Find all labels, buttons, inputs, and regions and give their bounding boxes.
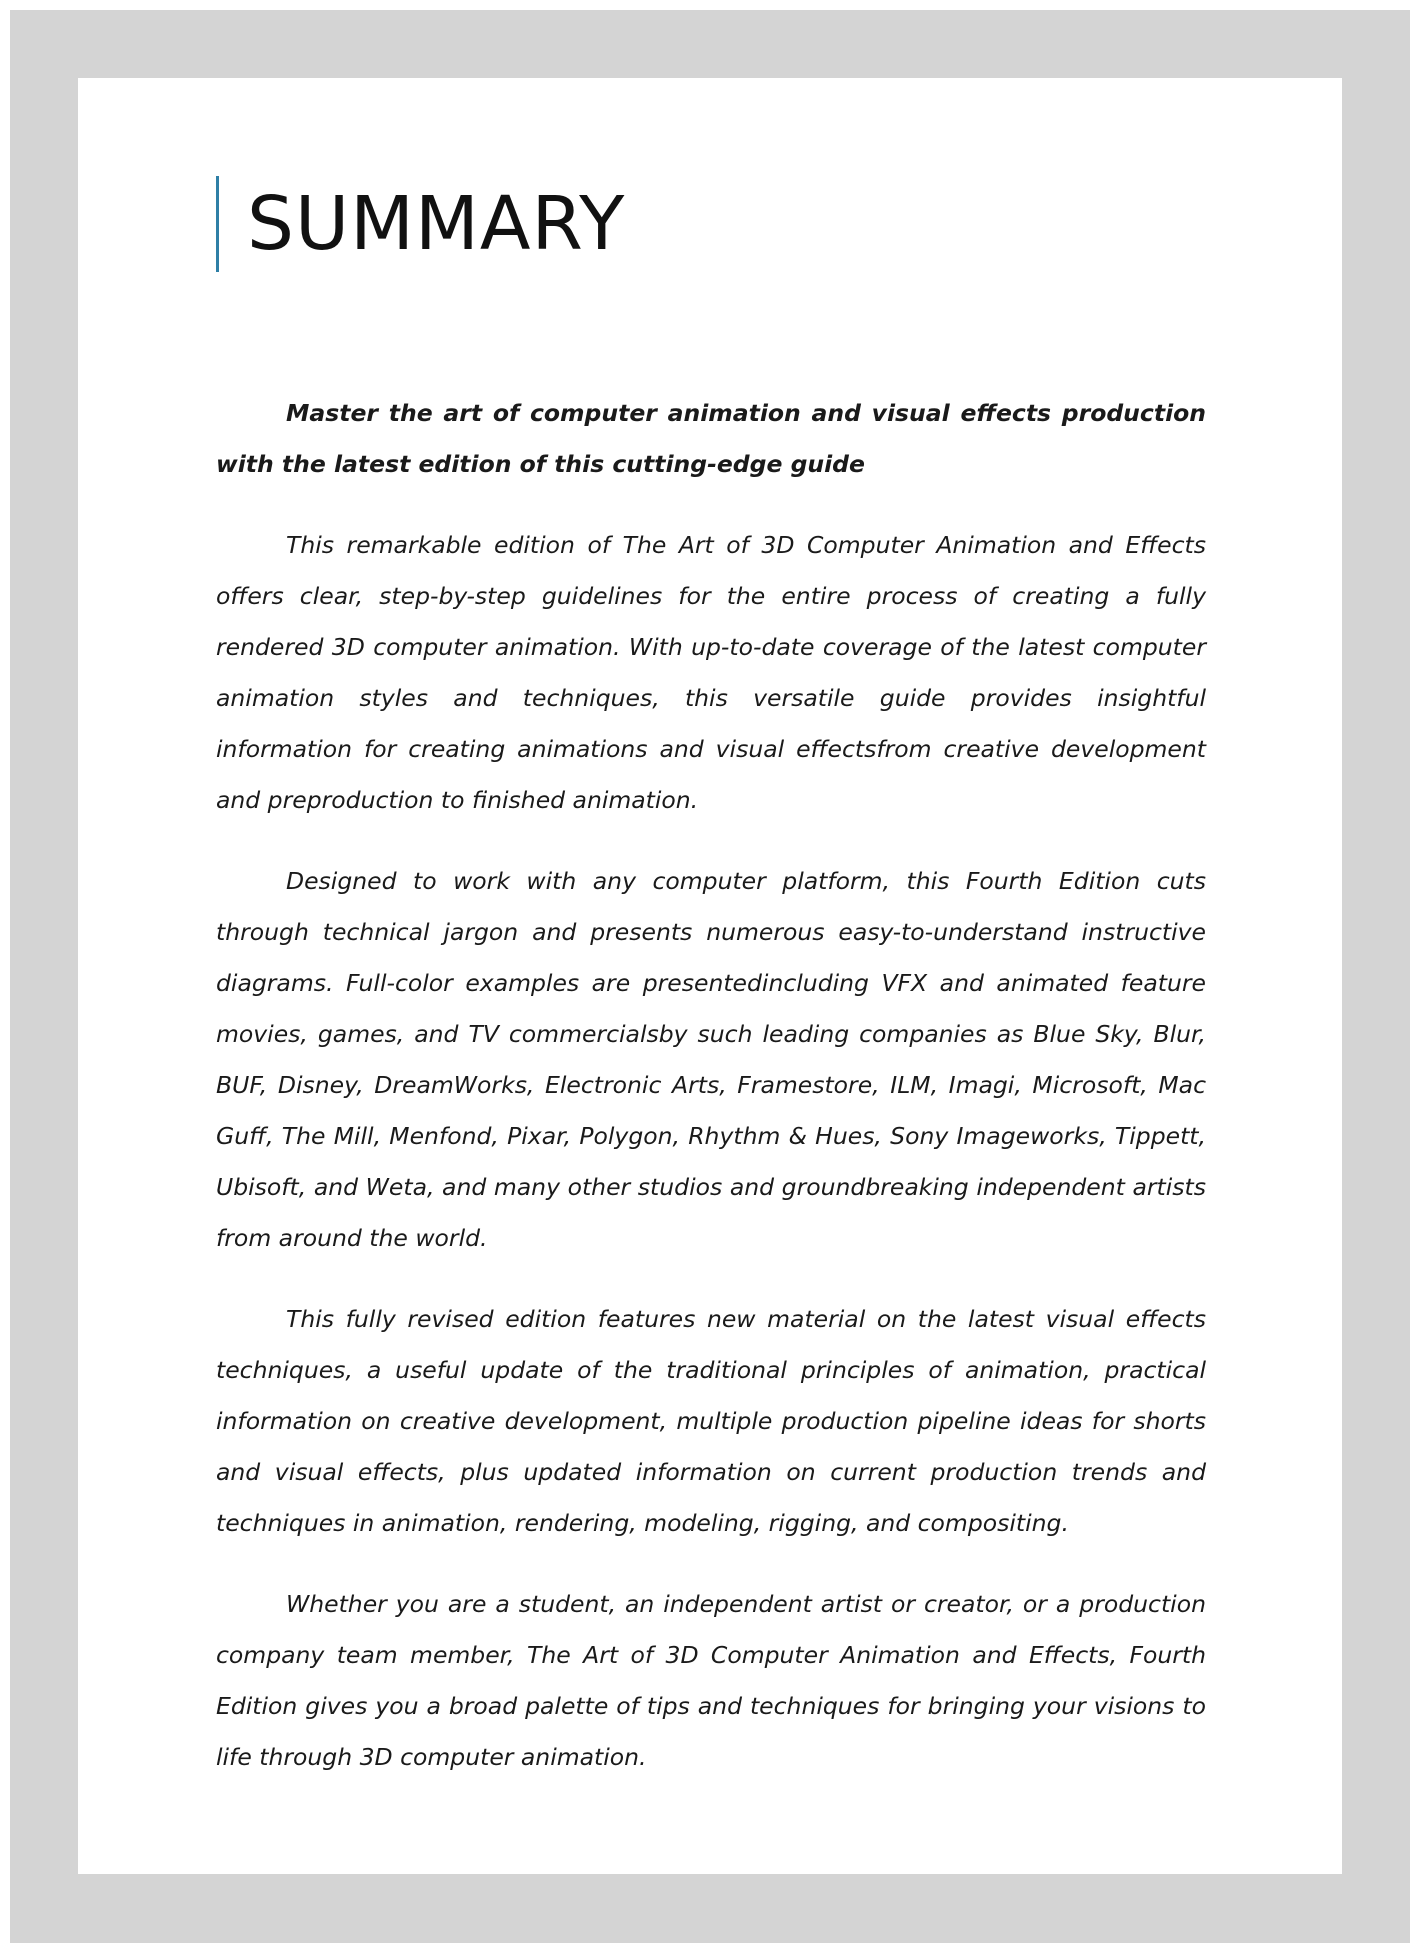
lead-paragraph: Master the art of computer animation and visual effects production with the latest edition of this cutting-edge guide: [216, 399, 1206, 478]
title-accent-bar: [216, 176, 219, 272]
document-page: [78, 78, 1342, 1874]
title-block: [216, 176, 625, 272]
paragraph-audience: Whether you are a student, an independent artist or creator, or a production company team member, The Art of 3D Computer Animation and Effects, Fourth Edition gives you a broad palette of tips and techniques for bringing your visions to life through 3D computer animation.: [216, 1590, 1206, 1771]
page-frame: [10, 10, 1410, 1943]
summary-body: [216, 388, 1206, 1813]
paragraph-platform: Designed to work with any computer platform, this Fourth Edition cuts through technical jargon and presents numerous easy-to-understand instructive diagrams. Full-color examples are presentedincluding VFX and animated feature movies, games, and TV commercialsby such leading companies as Blue Sky, Blur, BUF, Disney, DreamWorks, Electronic Arts, Framestore, ILM, Imagi, Microsoft, Mac Guff, The Mill, Menfond, Pixar, Polygon, Rhythm & Hues, Sony Imageworks, Tippett, Ubisoft, and Weta, and many other studios and groundbreaking independent artists from around the world.: [216, 867, 1206, 1252]
paragraph-overview: This remarkable edition of The Art of 3D Computer Animation and Effects offers clear, step-by-step guidelines for the entire process of creating a fully rendered 3D computer animation. With up-to-date coverage of the latest computer animation styles and techniques, this versatile guide provides insightful information for creating animations and visual effectsfrom creative development and preproduction to finished animation.: [216, 531, 1206, 814]
page-title: SUMMARY: [247, 181, 626, 267]
paragraph-revised: This fully revised edition features new material on the latest visual effects techniques, a useful update of the traditional principles of animation, practical information on creative development, multiple production pipeline ideas for shorts and visual effects, plus updated information on current production trends and techniques in animation, rendering, modeling, rigging, and compositing.: [216, 1305, 1206, 1537]
